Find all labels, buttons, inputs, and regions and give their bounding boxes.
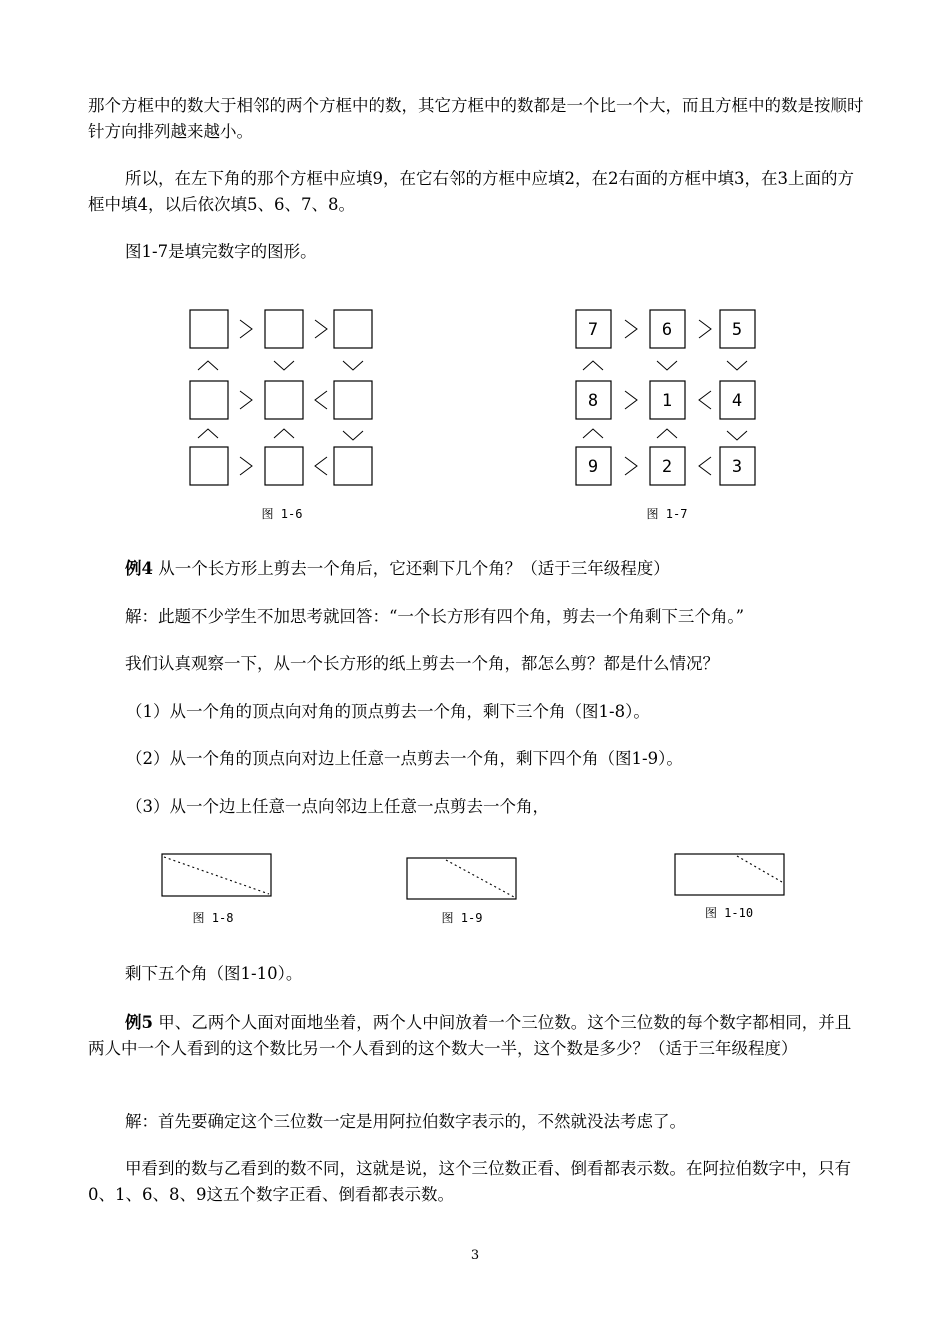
figure-1-10 — [675, 854, 784, 920]
example-5-solution: 解：首先要确定这个三位数一定是用阿拉伯数字表示的，不然就没法考虑了。 — [125, 1112, 686, 1131]
paragraph-2: 所以，在左下角的那个方框中应填9，在它右邻的方框中应填2，在2右面的方框中填3，在3上面的方框中填4，以后依次填5、6、7、8。 — [88, 169, 854, 214]
fig17-number-8: 8 — [587, 391, 599, 411]
fig17-number-2: 2 — [661, 457, 673, 477]
figure-1-8 — [162, 854, 271, 925]
figure-1-9 — [407, 858, 516, 925]
figure-1-6-caption: 图 1-6 — [261, 507, 303, 521]
remaining-five-text: 剩下五个角（图1-10）。 — [125, 964, 303, 983]
example-5-question — [88, 1010, 866, 1062]
figure-1-9-caption: 图 1-9 — [441, 911, 483, 925]
case-2: （2）从一个角的顶点向对边上任意一点剪去一个角，剩下四个角（图1-9）。 — [126, 749, 683, 768]
example-4-label: 例4 — [125, 559, 153, 578]
example-4-solution: 解：此题不少学生不加思考就回答：“一个长方形有四个角，剪去一个角剩下三个角。” — [125, 607, 745, 626]
page-number: 3 — [470, 1248, 480, 1263]
figure-1-8-caption: 图 1-8 — [192, 911, 234, 925]
fig17-number-4: 4 — [731, 391, 743, 411]
case-3: （3）从一个边上任意一点向邻边上任意一点剪去一个角， — [126, 797, 549, 816]
example-4-text: 从一个长方形上剪去一个角后，它还剩下几个角？（适于三年级程度） — [152, 559, 670, 578]
example-4-question — [125, 556, 866, 582]
observe-text: 我们认真观察一下，从一个长方形的纸上剪去一个角，都怎么剪？都是什么情况？ — [125, 654, 719, 673]
example-5-text: 甲、乙两个人面对面地坐着，两个人中间放着一个三位数。这个三位数的每个数字都相同，并且两人中一个人看到的这个数比另一个人看到的这个数大一半，这个数是多少？（适于三年级程度） — [88, 1013, 852, 1058]
last-paragraph: 甲看到的数与乙看到的数不同，这就是说，这个三位数正看、倒看都表示数。在阿拉伯数字中，只有0、1、6、8、9这五个数字正看、倒看都表示数。 — [88, 1159, 851, 1204]
fig17-number-5: 5 — [731, 320, 743, 340]
paragraph-3: 图1-7是填完数字的图形。 — [125, 242, 317, 261]
example-5-label: 例5 — [125, 1013, 153, 1032]
case-1: （1）从一个角的顶点向对角的顶点剪去一个角，剩下三个角（图1-8）。 — [126, 702, 650, 721]
figure-1-6 — [190, 310, 372, 521]
figure-1-7-caption: 图 1-7 — [646, 507, 688, 521]
figure-1-7 — [576, 310, 755, 521]
fig17-number-1: 1 — [661, 391, 673, 411]
paragraph-1: 那个方框中的数大于相邻的两个方框中的数，其它方框中的数都是一个比一个大，而且方框中的数是按顺时针方向排列越来越小。 — [88, 96, 864, 141]
fig17-number-7: 7 — [587, 320, 599, 340]
fig17-number-6: 6 — [661, 320, 673, 340]
figure-1-10-caption: 图 1-10 — [704, 906, 754, 920]
fig17-number-9: 9 — [587, 457, 599, 477]
fig17-number-3: 3 — [731, 457, 743, 477]
